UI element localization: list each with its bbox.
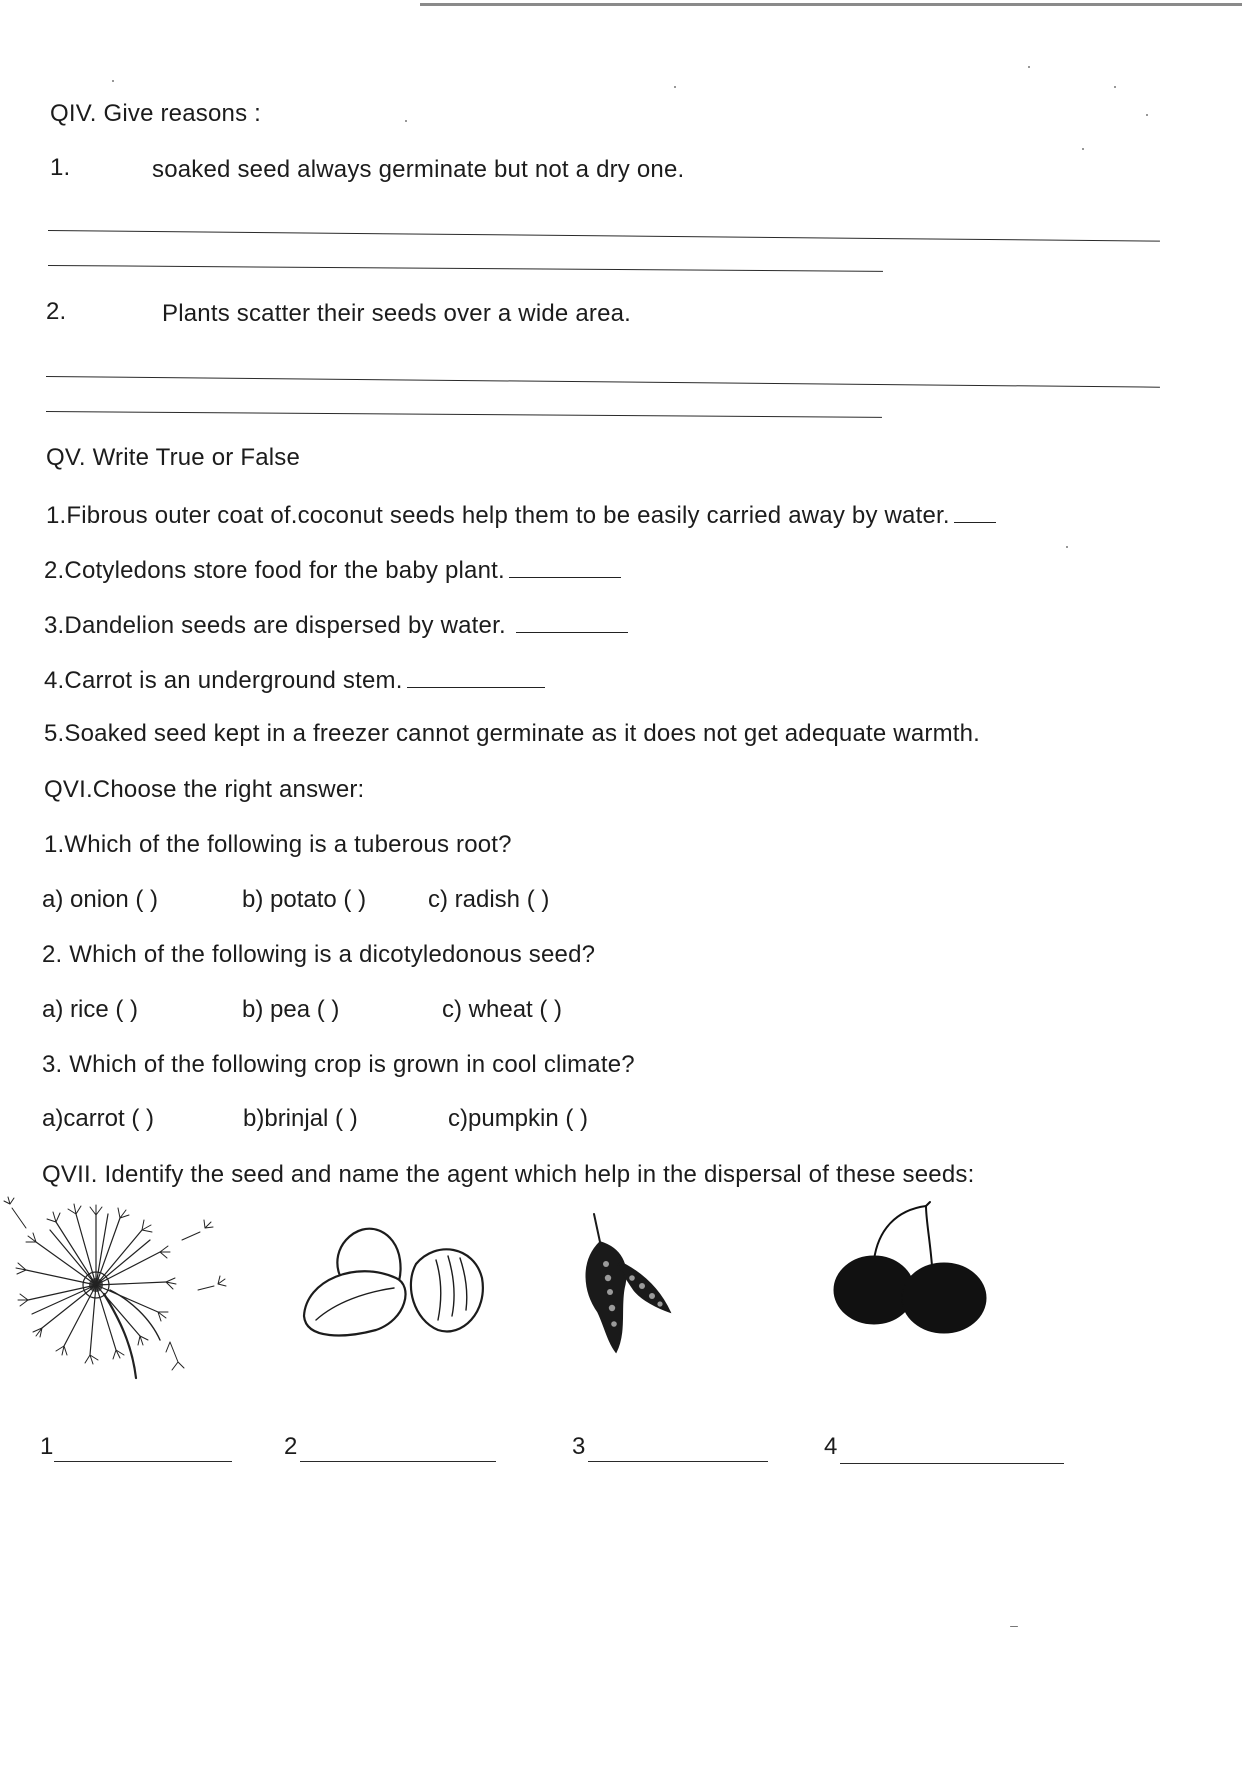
scan-speck: [674, 86, 676, 88]
q4-1-number: 1.: [50, 154, 71, 181]
mcq-3-option-b[interactable]: b)brinjal ( ): [243, 1105, 358, 1132]
section-5-heading: QV. Write True or False: [46, 444, 301, 471]
scan-speck: [1028, 66, 1030, 68]
tf-item-4: [44, 665, 545, 695]
section-6-heading: QVI.Choose the right answer:: [44, 776, 365, 803]
answer-line[interactable]: [46, 411, 882, 418]
q4-2-text: Plants scatter their seeds over a wide area.: [162, 300, 632, 327]
q4-2-number: 2.: [46, 298, 67, 325]
answer-line[interactable]: [54, 1461, 232, 1462]
answer-label-2: 2: [284, 1433, 298, 1460]
tf-item-3-text: 3.Dandelion seeds are dispersed by water.: [44, 612, 506, 639]
almond-seeds-icon: [296, 1220, 496, 1350]
mcq-3-option-c[interactable]: c)pumpkin ( ): [448, 1105, 589, 1132]
tf-answer-blank[interactable]: [516, 610, 628, 633]
tf-item-3: [44, 610, 628, 640]
scan-speck: [405, 120, 407, 122]
scan-speck: [112, 80, 114, 82]
scan-speck: [1066, 546, 1068, 548]
tf-item-2-text: 2.Cotyledons store food for the baby plant.: [44, 557, 505, 584]
mcq-3-question: 3. Which of the following crop is grown in cool climate?: [42, 1051, 635, 1078]
pea-pod-icon: [580, 1212, 680, 1362]
answer-line[interactable]: [300, 1461, 496, 1462]
scan-speck: [1082, 148, 1084, 150]
dandelion-icon: [0, 1190, 240, 1380]
answer-line[interactable]: [588, 1461, 768, 1462]
tf-answer-blank[interactable]: [509, 555, 621, 578]
mcq-1-option-c[interactable]: c) radish ( ): [428, 886, 550, 913]
answer-label-4: 4: [824, 1433, 838, 1460]
tf-item-5: 5.Soaked seed kept in a freezer cannot germinate as it does not get adequate warmth.: [44, 720, 981, 747]
tf-item-1: [46, 500, 996, 530]
mcq-1-option-b[interactable]: b) potato ( ): [242, 886, 367, 913]
tf-item-2: [44, 555, 621, 585]
mcq-2-question: 2. Which of the following is a dicotyledonous seed?: [42, 941, 596, 968]
tf-answer-blank[interactable]: [954, 500, 996, 523]
section-4-heading: QIV. Give reasons :: [50, 100, 262, 127]
mcq-1-question: 1.Which of the following is a tuberous root?: [44, 831, 512, 858]
tf-item-4-text: 4.Carrot is an underground stem.: [44, 667, 403, 694]
cherries-icon: [826, 1200, 996, 1340]
answer-label-3: 3: [572, 1433, 586, 1460]
tf-answer-blank[interactable]: [407, 665, 545, 688]
answer-label-1: 1: [40, 1433, 54, 1460]
top-border-line: [420, 3, 1242, 6]
mcq-2-option-b[interactable]: b) pea ( ): [242, 996, 340, 1023]
q4-1-text: soaked seed always germinate but not a dry one.: [152, 156, 685, 183]
answer-line[interactable]: [48, 265, 883, 272]
scan-speck: [1114, 86, 1116, 88]
answer-line[interactable]: [840, 1463, 1064, 1464]
scan-speck: [1146, 114, 1148, 116]
scan-speck: [1010, 1626, 1018, 1627]
mcq-2-option-c[interactable]: c) wheat ( ): [442, 996, 563, 1023]
answer-line[interactable]: [46, 376, 1160, 388]
section-7-heading: QVII. Identify the seed and name the agent which help in the dispersal of these seeds:: [42, 1161, 975, 1188]
mcq-1-option-a[interactable]: a) onion ( ): [42, 886, 159, 913]
mcq-3-option-a[interactable]: a)carrot ( ): [42, 1105, 155, 1132]
tf-item-1-text: 1.Fibrous outer coat of.coconut seeds help them to be easily carried away by water.: [46, 502, 950, 529]
mcq-2-option-a[interactable]: a) rice ( ): [42, 996, 138, 1023]
answer-line[interactable]: [48, 230, 1160, 242]
